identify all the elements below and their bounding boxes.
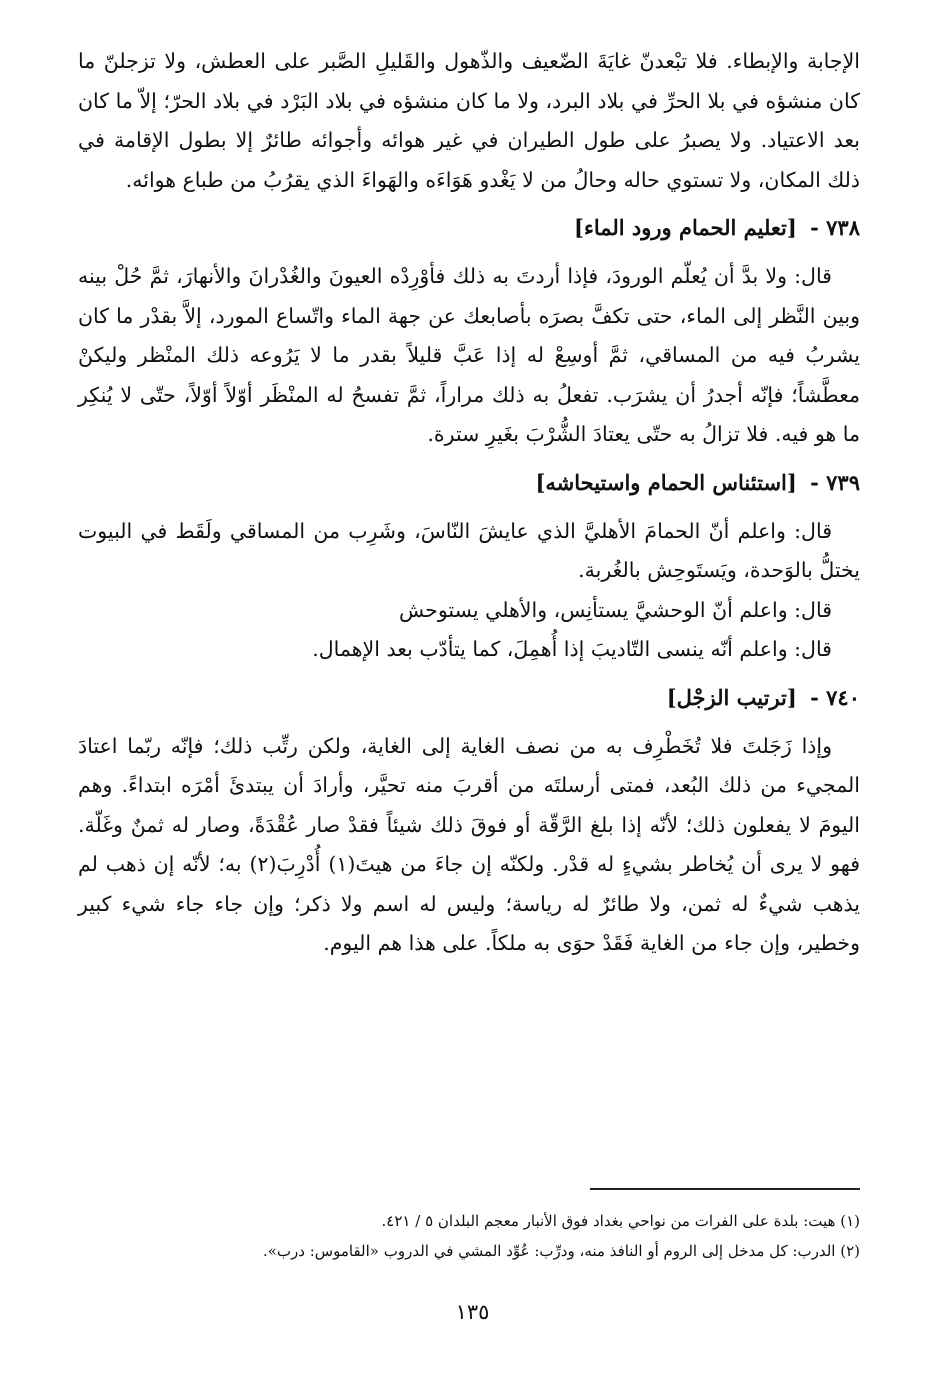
section-number: ٧٤٠ -: [810, 684, 860, 710]
section-heading-739: [78, 463, 860, 502]
section-heading-738: [78, 208, 860, 247]
section-paragraph: قال: واعلم أنّ الوحشيَّ يستأنِس، والأهلي يستوحش: [399, 597, 832, 622]
section-title: [تعليم الحمام ورود الماء]: [574, 215, 797, 240]
footnote-separator: [590, 1188, 860, 1190]
main-text: [78, 42, 860, 964]
section-title: [استئناس الحمام واستيحاشه]: [535, 469, 797, 495]
section-paragraph: قال: ولا بدَّ أن يُعلّم الورودَ، فإذا أردتَ به ذلك فأوْرِدْه العيونَ والغُدْرانَ والأنهارَ، ثمَّ حُلْ بينه وبين النَّظر إلى الماء، حتى تكفَّ بصرَه بأصابعك عن جهة الماء واتّساع المورد، إلاَّ بقدْر ما كان يشربُ فيه من المساقي، ثمَّ أوسِعْ له إذا عَبَّ قليلاً بقدر ما لا يَرُوعه ذلك المنْظر وليكنْ معطَّشاً؛ فإنّه أجدرُ أن يشرَب. تفعلُ به ذلك مراراً، ثمَّ تفسحُ له المنْظَر أوّلاً أوّلاً، حتّى لا يُنكِر ما هو فيه. فلا تزالُ به حتّى يعتادَ الشُّرْبَ بغَيرِ سترة.: [78, 264, 860, 446]
section-paragraph: وإذا زَجَلتَ فلا تُخَطْرِف به من نصف الغاية إلى الغاية، ولكن رتِّب ذلك؛ فإنّه ربّما اعتادَ المجيء من ذلك البُعد، فمتى أرسلتَه من أقربَ منه تحيَّر، وأرادَ أن يبتدئَ أمْرَه ابتداءً. وهم اليومَ لا يفعلون ذلك؛ لأنّه إذا بلغ الرَّقّة أو فوقَ ذلك شيئاً فقدْ صار عُقْدَةً، وصار له ثمنٌ وغَلّة. فهو لا يرى أن يُخاطر بشيءٍ له قدْر. ولكنّه إن جاءَ من هيتَ(١) أُدْرِبَ(٢) به؛ لأنّه إن ذهب لم يذهب شيءٌ له ثمن، ولا طائرٌ له رياسة؛ وليس له اسم ولا ذكر؛ وإن جاء جاء شيء كبير وخطير، وإن جاء من الغاية فَقَدْ حوَى به ملكاً. على هذا هم اليوم.: [78, 733, 861, 955]
footnote: (١) هيت: بلدة على الفرات من نواحي بغداد فوق الأنبار معجم البلدان ٥ / ٤٢١.: [381, 1212, 860, 1230]
section-number: ٧٣٨ -: [810, 215, 860, 240]
intro-paragraph: الإجابة والإبطاء. فلا تبْعدنّ غايَةَ الضّعيف والذّهول والقَليلِ الصَّبر على العطش، ولا تزجلنّ ما كان منشؤه في بلا الحرِّ في بلاد البرد، ولا ما كان منشؤه في بلاد البَرْد في بلاد الحرّ؛ إلاّ ما كان بعد الاعتياد. ولا يصبرُ على طول الطيران في غير هوائه وأجوائه طائرٌ إلا بطول الإقامة في ذلك المكان، ولا تستوي حاله وحالُ من لا يَغْدو هَوَاءَه والهَواءَ الذي يقرُبُ من طباع هوائه.: [78, 49, 860, 192]
section-title: [ترتيب الزجْل]: [666, 684, 797, 710]
section-heading-740: [78, 678, 860, 717]
page-number: ١٣٥: [455, 1300, 490, 1324]
section-paragraph: قال: واعلم أنّ الحمامَ الأهليَّ الذي عايشَ النّاسَ، وشَرِب من المساقي ولَقَط في البيوت يختلُّ بالوَحدة، ويَستَوحِش بالغُربة.: [78, 518, 860, 582]
footnotes: [140, 1206, 860, 1266]
section-number: ٧٣٩ -: [810, 469, 860, 495]
section-paragraph: قال: واعلم أنّه ينسى التّاديبَ إذا أُهمِلَ، كما يتأدّب بعد الإهمال.: [312, 637, 832, 661]
footnote: (٢) الدرب: كل مدخل إلى الروم أو النافذ منه، ودرِّب: عُوِّد المشي في الدروب «القاموس: درب».: [262, 1242, 860, 1260]
